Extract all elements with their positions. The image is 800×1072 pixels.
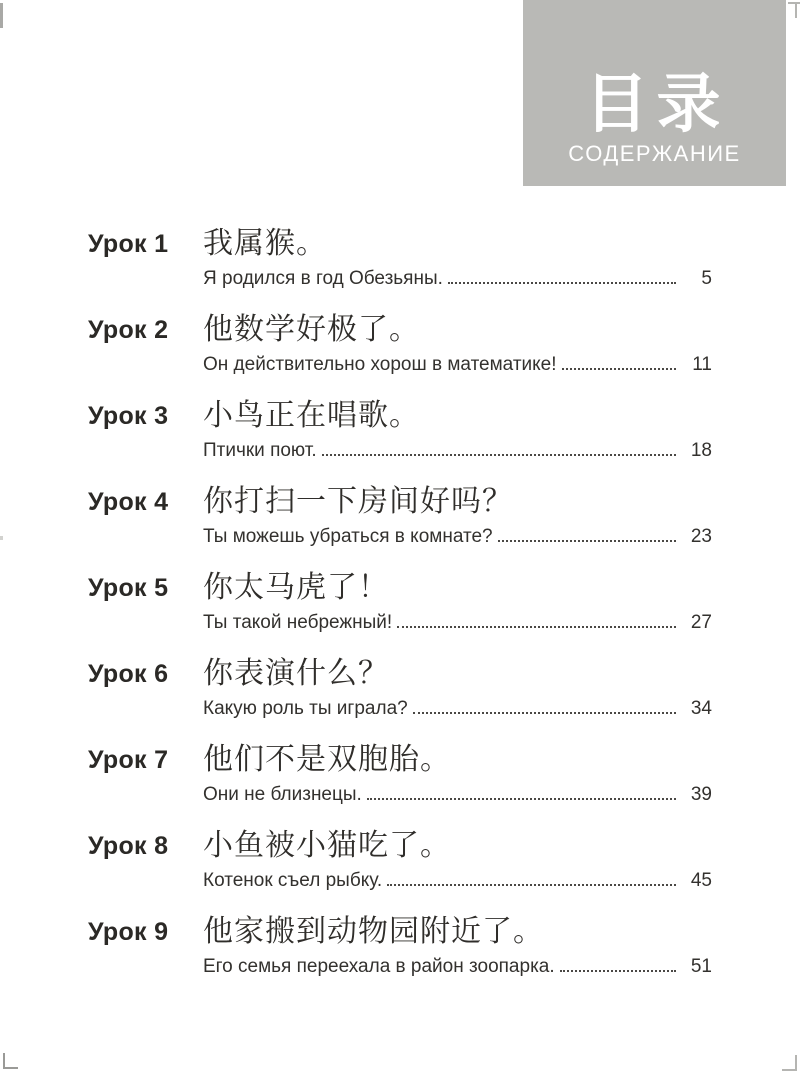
header-box bbox=[523, 0, 786, 186]
dot-leader bbox=[387, 884, 676, 886]
lesson-body bbox=[203, 568, 712, 637]
toc-entry bbox=[88, 912, 712, 981]
page-number: 27 bbox=[690, 612, 712, 633]
toc-entry bbox=[88, 568, 712, 637]
lesson-title-russian: Он действительно хорош в математике! bbox=[203, 354, 557, 375]
lesson-body bbox=[203, 396, 712, 465]
lesson-subtitle-row bbox=[203, 697, 712, 723]
toc-entry bbox=[88, 224, 712, 293]
lesson-subtitle-row bbox=[203, 869, 712, 895]
lesson-number-label: Урок 8 bbox=[88, 832, 169, 860]
lesson-subtitle-row bbox=[203, 439, 712, 465]
lesson-title-chinese: 小鱼被小猫吃了。 bbox=[203, 829, 451, 862]
lesson-number-label: Урок 6 bbox=[88, 660, 169, 688]
dot-leader bbox=[413, 712, 676, 714]
lesson-number-label: Урок 3 bbox=[88, 402, 169, 430]
crop-mark-bottom-left bbox=[3, 1067, 18, 1069]
page-number: 11 bbox=[692, 354, 712, 375]
lesson-body bbox=[203, 912, 712, 981]
toc-list bbox=[88, 224, 712, 998]
page-number: 34 bbox=[690, 698, 712, 719]
lesson-subtitle-row bbox=[203, 525, 712, 551]
lesson-body bbox=[203, 310, 712, 379]
lesson-number-label: Урок 1 bbox=[88, 230, 169, 258]
lesson-title-chinese: 小鸟正在唱歌。 bbox=[203, 399, 420, 432]
lesson-subtitle-row bbox=[203, 611, 712, 637]
lesson-subtitle-row bbox=[203, 267, 712, 293]
crop-mark-top-right bbox=[788, 2, 800, 4]
edge-tick-mark bbox=[0, 536, 3, 540]
lesson-body bbox=[203, 826, 712, 895]
page-number: 23 bbox=[690, 526, 712, 547]
dot-leader bbox=[397, 626, 676, 628]
lesson-body bbox=[203, 482, 712, 551]
lesson-body bbox=[203, 654, 712, 723]
toc-entry bbox=[88, 396, 712, 465]
page-number: 5 bbox=[701, 268, 712, 289]
lesson-body bbox=[203, 740, 712, 809]
lesson-body bbox=[203, 224, 712, 293]
toc-entry bbox=[88, 482, 712, 551]
lesson-title-russian: Какую роль ты играла? bbox=[203, 698, 408, 719]
lesson-title-russian: Я родился в год Обезьяны. bbox=[203, 268, 443, 289]
page-number: 39 bbox=[690, 784, 712, 805]
dot-leader bbox=[560, 970, 676, 972]
toc-entry bbox=[88, 654, 712, 723]
page-title-russian: СОДЕРЖАНИЕ bbox=[568, 140, 741, 166]
lesson-number-label: Урок 2 bbox=[88, 316, 169, 344]
crop-mark-top-left bbox=[0, 3, 3, 28]
lesson-subtitle-row bbox=[203, 955, 712, 981]
lesson-title-russian: Котенок съел рыбку. bbox=[203, 870, 383, 891]
page-number: 18 bbox=[690, 440, 712, 461]
lesson-title-russian: Они не близнецы. bbox=[203, 784, 362, 805]
lesson-title-chinese: 你打扫一下房间好吗？ bbox=[203, 485, 513, 518]
toc-entry bbox=[88, 826, 712, 895]
lesson-subtitle-row bbox=[203, 353, 712, 379]
dot-leader bbox=[498, 540, 676, 542]
lesson-title-russian: Ты такой небрежный! bbox=[203, 612, 393, 633]
lesson-number-label: Урок 9 bbox=[88, 918, 169, 946]
page-title-chinese: 目录 bbox=[584, 67, 729, 140]
lesson-number-label: Урок 5 bbox=[88, 574, 169, 602]
lesson-title-chinese: 他们不是双胞胎。 bbox=[203, 743, 451, 776]
page-number: 51 bbox=[690, 956, 712, 977]
lesson-title-russian: Его семья переехала в район зоопарка. bbox=[203, 956, 555, 977]
lesson-title-chinese: 他家搬到动物园附近了。 bbox=[203, 915, 544, 948]
lesson-title-chinese: 他数学好极了。 bbox=[203, 313, 420, 346]
lesson-title-russian: Птички поют. bbox=[203, 440, 317, 461]
lesson-title-russian: Ты можешь убраться в комнате? bbox=[203, 526, 493, 547]
lesson-number-label: Урок 7 bbox=[88, 746, 169, 774]
dot-leader bbox=[562, 368, 676, 370]
page-number: 45 bbox=[690, 870, 712, 891]
dot-leader bbox=[322, 454, 676, 456]
lesson-title-chinese: 你表演什么？ bbox=[203, 657, 389, 690]
crop-mark-top-right bbox=[795, 2, 797, 18]
lesson-subtitle-row bbox=[203, 783, 712, 809]
lesson-title-chinese: 你太马虎了！ bbox=[203, 571, 389, 604]
toc-entry bbox=[88, 310, 712, 379]
crop-mark-bottom-right bbox=[782, 1069, 797, 1071]
lesson-number-label: Урок 4 bbox=[88, 488, 169, 516]
dot-leader bbox=[367, 798, 676, 800]
dot-leader bbox=[448, 282, 676, 284]
toc-entry bbox=[88, 740, 712, 809]
lesson-title-chinese: 我属猴。 bbox=[203, 227, 327, 260]
